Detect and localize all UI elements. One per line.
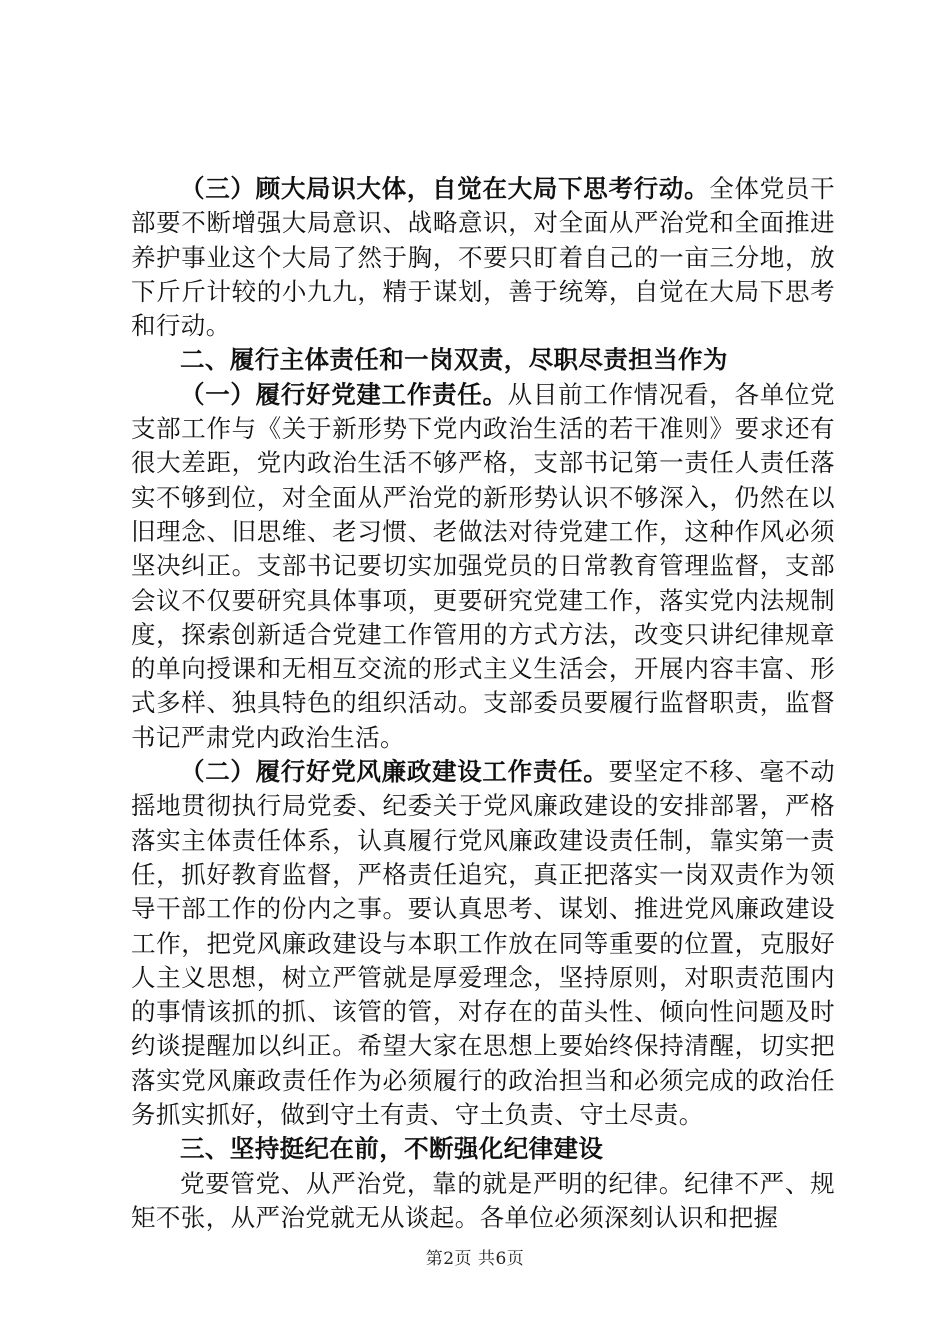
paragraph-text: 全体党员干部要不断增强大局意识、战略意识，对全面从严治党和全面推进养护事业这个大局了然于胸，不要只盯着自己的一亩三分地，放下斤斤计较的小九九，精于谋划，善于统筹，自觉在大局下思考和行动。 — [131, 174, 835, 341]
section-heading-3: 三、坚持挺纪在前，不断强化纪律建设 — [180, 1134, 604, 1164]
paragraph-text: 要坚定不移、毫不动摇地贯彻执行局党委、纪委关于党风廉政建设的安排部署，严格落实主体责任体系，认真履行党风廉政建设责任制，靠实第一责任，抓好教育监督，严格责任追究，真正把落实一岗双责作为领导干部工作的份内之事。要认真思考、谋划、推进党风廉政建设工作，把党风廉政建设与本职工作放在同等重要的位置，克服好人主义思想，树立严管就是厚爱理念，坚持原则，对职责范围内的事情该抓的抓、该管的管，对存在的苗头性、倾向性问题及时约谈提醒加以纠正。希望大家在思想上要始终保持清醒，切实把落实党风廉政责任作为必须履行的政治担当和必须完成的政治任务抓实抓好，做到守土有责、守土负责、守土尽责。 — [131, 757, 835, 1130]
document-body — [131, 172, 835, 1235]
paragraph-lead: （二）履行好党风廉政建设工作责任。 — [180, 757, 609, 787]
section-heading-2: 二、履行主体责任和一岗双责，尽职尽责担当作为 — [180, 345, 728, 375]
paragraph-discipline — [131, 1167, 835, 1236]
paragraph-integrity-duty — [131, 755, 835, 1132]
paragraph-lead: （一）履行好党建工作责任。 — [180, 379, 508, 409]
paragraph-3-overall-situation — [131, 172, 835, 343]
page-number: 第2页 共6页 — [425, 1249, 525, 1269]
paragraph-text: 从目前工作情况看，各单位党支部工作与《关于新形势下党内政治生活的若干准则》要求还有很大差距，党内政治生活不够严格，支部书记第一责任人责任落实不够到位，对全面从严治党的新形势认识不够深入，仍然在以旧理念、旧思维、老习惯、老做法对待党建工作，这种作风必须坚决纠正。支部书记要切实加强党员的日常教育管理监督，支部会议不仅要研究具体事项，更要研究党建工作，落实党内法规制度，探索创新适合党建工作管用的方式方法，改变只讲纪律规章的单向授课和无相互交流的形式主义生活会，开展内容丰富、形式多样、独具特色的组织活动。支部委员要履行监督职责，监督书记严肃党内政治生活。 — [131, 379, 835, 752]
paragraph-party-building-duty — [131, 378, 835, 755]
paragraph-lead: （三）顾大局识大体，自觉在大局下思考行动。 — [180, 174, 710, 203]
paragraph-text: 党要管党、从严治党，靠的就是严明的纪律。纪律不严、规矩不张，从严治党就无从谈起。各单位必须深刻认识和把握 — [131, 1168, 835, 1232]
